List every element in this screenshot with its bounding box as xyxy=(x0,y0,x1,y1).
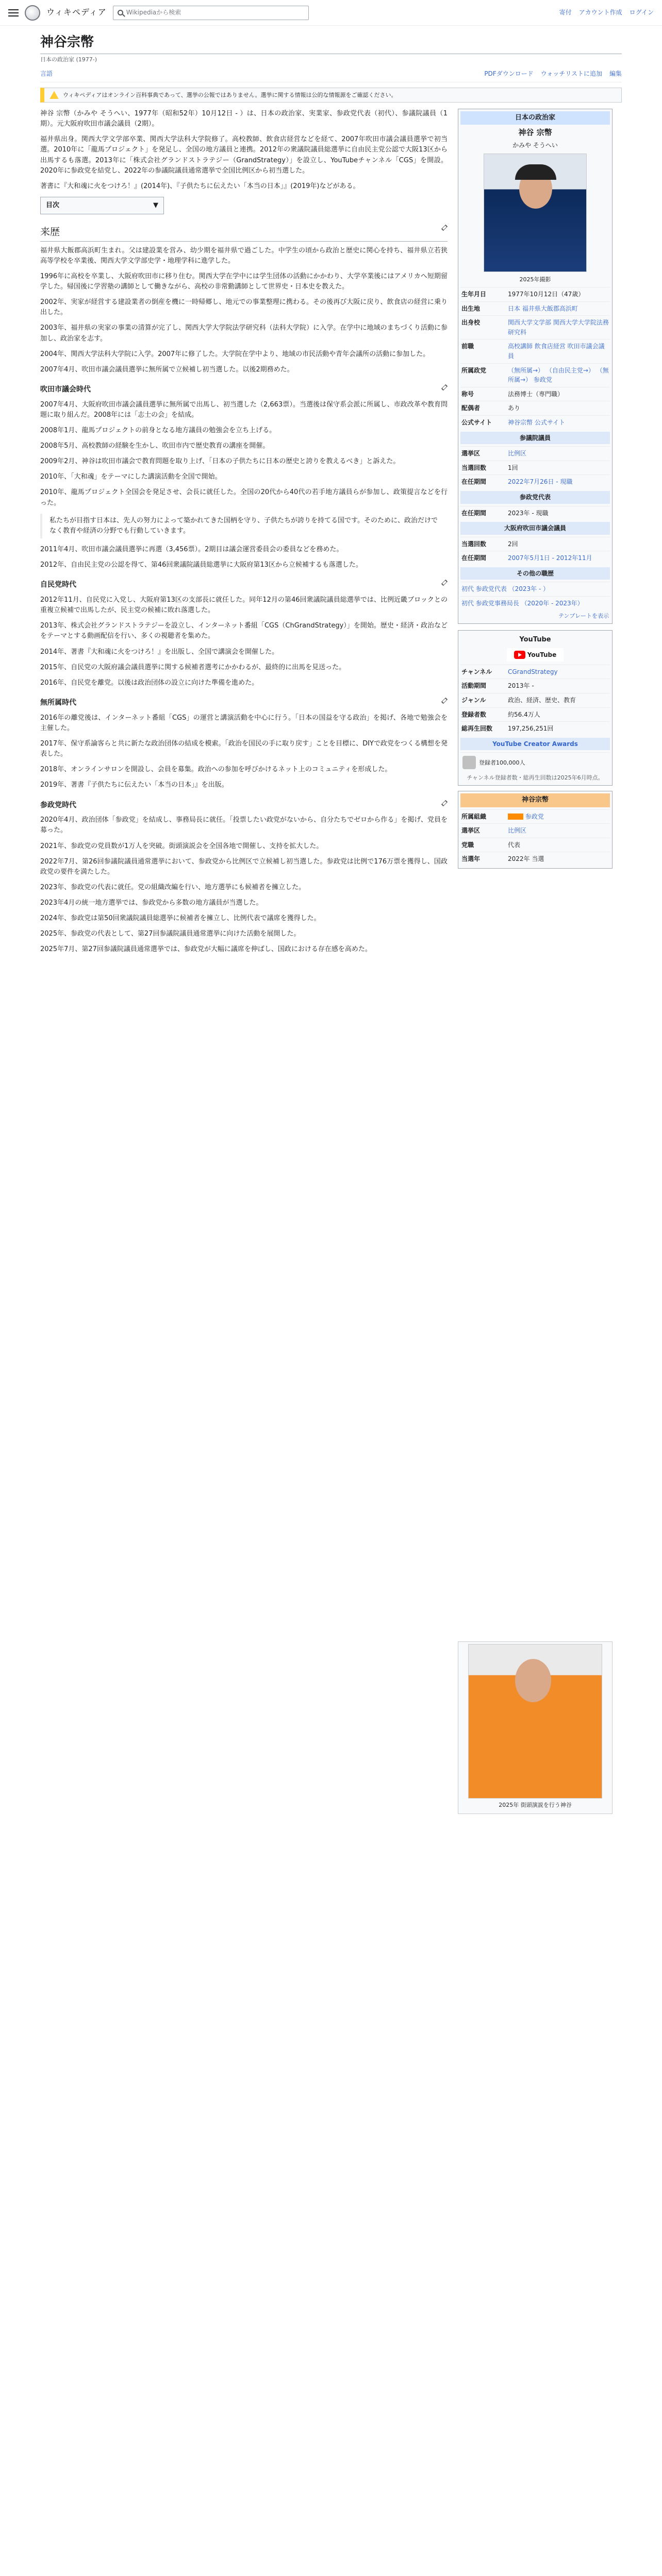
youtube-infobox xyxy=(458,630,613,786)
edit-link[interactable]: 編集 xyxy=(609,70,622,78)
body-paragraph: 2009年2月、神谷は吹田市議会で教育問題を取り上げ、「日本の子供たちに日本の歴史と誇りを教えるべき」と訴えた。 xyxy=(40,457,400,466)
election-notice xyxy=(40,88,622,103)
body-paragraph: 2016年の離党後は、インターネット番組「CGS」の運営と講演活動を中心に行う。「日本の国益を守る政治」を掲げ、各地で勉強会を主催した。 xyxy=(40,714,448,732)
body-paragraph: 2023年、参政党の代表に就任。党の組織改編を行い、地方選挙にも候補者を擁立した。 xyxy=(40,883,306,891)
body-paragraph: 2008年5月、高校教師の経験を生かし、吹田市内で歴史教育の講座を開催。 xyxy=(40,442,270,450)
edit-icon[interactable] xyxy=(441,800,448,806)
body-paragraph: 2019年、著書『子供たちに伝えたい「本当の日本」』を出版。 xyxy=(40,781,228,789)
body-paragraph: 2016年、自民党を離党。以後は政治団体の設立に向けた準備を進めた。 xyxy=(40,679,259,687)
edit-icon[interactable] xyxy=(441,580,448,586)
intro-paragraph: 神谷 宗幣（かみや そうへい、1977年（昭和52年）10月12日 - ）は、日本の政治家、実業家、参政党代表（初代）、参議院議員（1期）。元大阪府吹田市議会議員（2期）。 xyxy=(40,109,448,128)
subsection-heading: 吹田市議会時代 xyxy=(40,384,448,396)
infobox-row: 生年月日 1977年10月12日（47歳） xyxy=(460,287,610,301)
infobox-row: 選挙区 比例区 xyxy=(460,446,610,461)
page-tools xyxy=(40,66,622,82)
pdf-download-link[interactable]: PDFダウンロード xyxy=(484,70,534,78)
body-paragraph: 2012年11月、自民党に入党し、大阪府第13区の支部長に就任した。同年12月の第46回衆議院議員総選挙では、比例近畿ブロックとの重複立候補で出馬したが、民主党の候補に敗れ落選した。 xyxy=(40,596,448,615)
body-paragraph: 2025年7月、第27回参議院議員通常選挙では、参政党が大幅に議席を伸ばし、国政における存在感を高めた。 xyxy=(40,945,372,954)
youtube-logo: YouTube xyxy=(507,648,564,662)
body-paragraph: 2003年、福井県の実家の事業の清算が完了し、関西大学大学院法学研究科（法科大学院）に入学。在学中に地域のまちづくり活動に参加し、政治家を志す。 xyxy=(40,324,448,343)
infobox-row: チャンネル CGrandStrategy xyxy=(460,665,610,679)
infobox-row: 初代 参政党事務局長 （2020年 - 2023年） xyxy=(460,596,610,611)
body-paragraph: 2024年、参政党は第50回衆議院議員総選挙に候補者を擁立し、比例代表で議席を獲得した。 xyxy=(40,914,321,923)
body-paragraph: 2018年、オンラインサロンを開設し、会員を募集。政治への参加を呼びかけるネット上のコミュニティを形成した。 xyxy=(40,766,392,774)
article-content xyxy=(40,109,448,1814)
page-subtitle: 日本の政治家 (1977-) xyxy=(40,56,97,63)
infobox-row: ジャンル 政治、経済、歴史、教育 xyxy=(460,693,610,707)
body-paragraph: 2020年4月、政治団体「参政党」を結成し、事務局長に就任。「投票したい政党がないから、自分たちでゼロから作る」を掲げ、党員を募った。 xyxy=(40,816,448,835)
infobox-flag-label: 日本の政治家 xyxy=(460,111,610,125)
body-paragraph: 2015年、自民党の大阪府議会議員選挙に関する候補者選考にかかわるが、最終的に出馬を見送った。 xyxy=(40,663,346,671)
infobox-row: 所属組織 参政党 xyxy=(460,809,610,824)
body-paragraph: 2017年、保守系論客らと共に新たな政治団体の結成を模索。「政治を国民の手に取り戻す」ことを目標に、DIYで政党をつくる構想を発表した。 xyxy=(40,739,448,758)
login-link[interactable]: ログイン xyxy=(629,9,654,16)
body-paragraph: 2008年1月、龍馬プロジェクトの前身となる地方議員の勉強会を立ち上げる。 xyxy=(40,426,276,434)
infobox-row: 所属政党 （無所属→） （自由民主党→） （無所属→） 参政党 xyxy=(460,363,610,387)
infobox-row: 出生地 日本 福井県大飯郡高浜町 xyxy=(460,301,610,316)
donate-link[interactable]: 寄付 xyxy=(559,9,572,16)
infobox-row: 出身校 関西大学文学部 関西大学大学院法務研究科 xyxy=(460,315,610,339)
infobox-row: 活動期間 2013年 - xyxy=(460,679,610,693)
page-title: 神谷宗幣 xyxy=(40,32,622,54)
youtube-play-icon xyxy=(514,651,525,659)
subsection-heading: 参政党時代 xyxy=(40,800,448,811)
infobox-band: 参政党代表 xyxy=(460,491,610,504)
infobox-kana: かみや そうへい xyxy=(512,142,558,149)
subsection-heading: 自民党時代 xyxy=(40,580,448,591)
chevron-down-icon: ▼ xyxy=(153,201,158,209)
body-paragraph: 2011年4月、吹田市議会議員選挙に再選（3,456票）。2期目は議会運営委員会の委員などを務めた。 xyxy=(40,546,343,554)
infobox-row: 在任期間 2007年5月1日 - 2012年11月 xyxy=(460,551,610,565)
intro-paragraph: 福井県出身。関西大学文学部卒業、関西大学法科大学院修了。高校教師、飲食店経営などを経て、2007年吹田市議会議員選挙で初当選。2010年に「龍馬プロジェクト」を発足し、全国の地方議員と連携。2012年の衆議院議員総選挙に自由民主党公認で大阪13区から出馬するも落選。2013年に「株式会社グランドストラテジー（GrandStrategy）」を設立し、YouTubeチャンネル「CGS」を開設。2020年に参政党を結党し、2022年の参議院議員通常選挙で全国比例区から初当選した。 xyxy=(40,135,448,175)
party-infobox xyxy=(458,791,613,869)
body-paragraph: 2023年4月の統一地方選挙では、参政党から多数の地方議員が当選した。 xyxy=(40,899,263,907)
notice-text: ウィキペディアはオンライン百科事典であって、選挙の公報ではありません。選挙に関する情報は公的な情報源をご確認ください。 xyxy=(63,91,397,98)
sidebar xyxy=(458,109,613,1814)
infobox-row: 初代 参政党代表 （2023年 - ） xyxy=(460,582,610,596)
personal-tools xyxy=(559,8,654,18)
infobox-row: 登録者数 約56.4万人 xyxy=(460,707,610,722)
menu-icon[interactable] xyxy=(8,9,19,16)
infobox-row: 配偶者 あり xyxy=(460,401,610,415)
party-head: 神谷宗幣 xyxy=(460,793,610,807)
body-paragraph: 2002年、実家が経営する建設業者の倒産を機に一時帰郷し、地元での事業整理に携わる。その後再び大阪に戻り、飲食店の経営に乗り出した。 xyxy=(40,298,448,317)
infobox-row: 在任期間 2023年 - 現職 xyxy=(460,506,610,520)
thumbnail xyxy=(458,1641,613,1814)
wikipedia-globe-icon[interactable] xyxy=(25,5,40,21)
warning-icon xyxy=(49,91,59,99)
search-icon xyxy=(118,10,123,15)
body-paragraph: 2014年、著書『大和魂に火をつけろ！』を出版し、全国で講演会を開催した。 xyxy=(40,648,279,656)
top-bar xyxy=(0,0,662,26)
infobox-name: 神谷 宗幣 xyxy=(518,128,552,138)
infobox-band: 参議院議員 xyxy=(460,432,610,445)
creator-awards-link[interactable]: YouTube Creator Awards xyxy=(460,738,610,751)
body-paragraph: 2010年、龍馬プロジェクト全国会を発足させ、会長に就任した。全国の20代から40代の若手地方議員らが参加し、政策提言などを行った。 xyxy=(40,488,448,507)
body-paragraph: 2004年、関西大学法科大学院に入学。2007年に修了した。大学院在学中より、地域の市民活動や青年会議所の活動に参加した。 xyxy=(40,350,430,358)
infobox-row: 前職 高校講師 飲食店経営 吹田市議会議員 xyxy=(460,339,610,363)
edit-icon[interactable] xyxy=(441,698,448,704)
intro-paragraph: 著書に『大和魂に火をつけろ！』(2014年)、『子供たちに伝えたい「本当の日本」』(2019年)などがある。 xyxy=(40,182,360,190)
youtube-head: YouTube xyxy=(519,635,551,643)
search-placeholder: Wikipediaから検索 xyxy=(126,9,181,16)
body-paragraph: 福井県大飯郡高浜町生まれ。父は建設業を営み、幼少期を福井県で過ごした。中学生の頃から政治と歴史に関心を持ち、福井県立若狭高等学校を卒業後、関西大学文学部史学・地理学科に進学した。 xyxy=(40,246,448,265)
infobox-row: 在任期間 2022年7月26日 - 現職 xyxy=(460,474,610,489)
infobox-row: 当選年 2022年 当選 xyxy=(460,852,610,866)
silver-play-button-icon xyxy=(462,756,476,769)
thumbnail-caption: 2025年 街頭演説を行う神谷 xyxy=(499,1801,572,1808)
body-paragraph: 2010年、「大和魂」をテーマにした講演活動を全国で開始。 xyxy=(40,473,222,481)
site-logo[interactable]: ウィキペディア xyxy=(46,7,107,18)
infobox-row: 当選回数 2回 xyxy=(460,537,610,551)
language-button[interactable]: 言語 xyxy=(40,70,53,78)
body-paragraph: 2022年7月、第26回参議院議員通常選挙において、参政党から比例区で立候補し初当選した。参政党は比例で176万票を獲得し、国政政党の要件を満たした。 xyxy=(40,857,448,876)
infobox-row: 当選回数 1回 xyxy=(460,461,610,475)
infobox-row: 公式サイト 神谷宗幣 公式サイト xyxy=(460,415,610,430)
infobox-row: 選挙区 比例区 xyxy=(460,823,610,838)
toc-toggle[interactable] xyxy=(40,197,164,214)
body-paragraph: 2012年、自由民主党の公認を得て、第46回衆議院議員総選挙に大阪府第13区から立候補するも落選した。 xyxy=(40,561,362,569)
watchlist-link[interactable]: ウォッチリストに追加 xyxy=(540,70,602,78)
award-row: 登録者100,000人 xyxy=(460,752,610,772)
body-paragraph: 1996年に高校を卒業し、大阪府吹田市に移り住む。関西大学在学中には学生団体の活動にかかわり、大学卒業後にはアメリカへ短期留学した。帰国後に学習塾の講師として働きながら、高校の非常勤講師として世界史・日本史を教えた。 xyxy=(40,272,448,291)
create-account-link[interactable]: アカウント作成 xyxy=(578,9,622,16)
section-heading: 来歴 xyxy=(40,225,448,241)
portrait-photo[interactable] xyxy=(484,154,587,272)
infobox-row: 称号 法務博士（専門職） xyxy=(460,387,610,401)
infobox-band: 大阪府吹田市議会議員 xyxy=(460,522,610,535)
party-color-swatch xyxy=(508,814,523,820)
photo-caption: 2025年撮影 xyxy=(519,276,551,283)
body-paragraph: 2025年、参政党の代表として、第27回参議院議員通常選挙に向けた活動を展開した。 xyxy=(40,930,301,938)
speech-photo[interactable] xyxy=(468,1644,602,1799)
body-paragraph: 2021年、参政党の党員数が1万人を突破。街頭演説会を全国各地で開催し、支持を拡大した。 xyxy=(40,842,323,850)
infobox xyxy=(458,109,613,624)
template-link[interactable]: テンプレートを表示 xyxy=(558,612,609,619)
search-input[interactable] xyxy=(113,6,309,20)
quote-block: 私たちが目指す日本は、先人の努力によって築かれてきた国柄を守り、子供たちが誇りを持てる国です。そのために、政治だけでなく教育や経済の分野でも行動していきます。 xyxy=(40,514,448,538)
body-paragraph: 2007年4月、吹田市議会議員選挙に無所属で立候補し初当選した。以後2期務めた。 xyxy=(40,365,294,374)
youtube-note: チャンネル登録者数・総再生回数は2025年6月時点。 xyxy=(467,774,604,782)
toc-label: 目次 xyxy=(46,201,60,209)
body-paragraph: 2007年4月、大阪府吹田市議会議員選挙に無所属で出馬し、初当選した（2,663票）。当選後は保守系会派に所属し、市政改革や教育問題に取り組んだ。2008年には「志士の会」を結成。 xyxy=(40,400,448,419)
subsection-heading: 無所属時代 xyxy=(40,698,448,709)
infobox-row: 総再生回数 197,256,251回 xyxy=(460,721,610,736)
body-paragraph: 2013年、株式会社グランドストラテジーを設立し、インターネット番組「CGS（ChGrandStrategy）」を開始。歴史・経済・政治などをテーマとする動画配信を行い、多くの視聴者を集めた。 xyxy=(40,622,448,640)
infobox-band: その他の職歴 xyxy=(460,567,610,580)
infobox-row: 党職 代表 xyxy=(460,838,610,852)
edit-icon[interactable] xyxy=(441,225,448,231)
edit-icon[interactable] xyxy=(441,384,448,391)
